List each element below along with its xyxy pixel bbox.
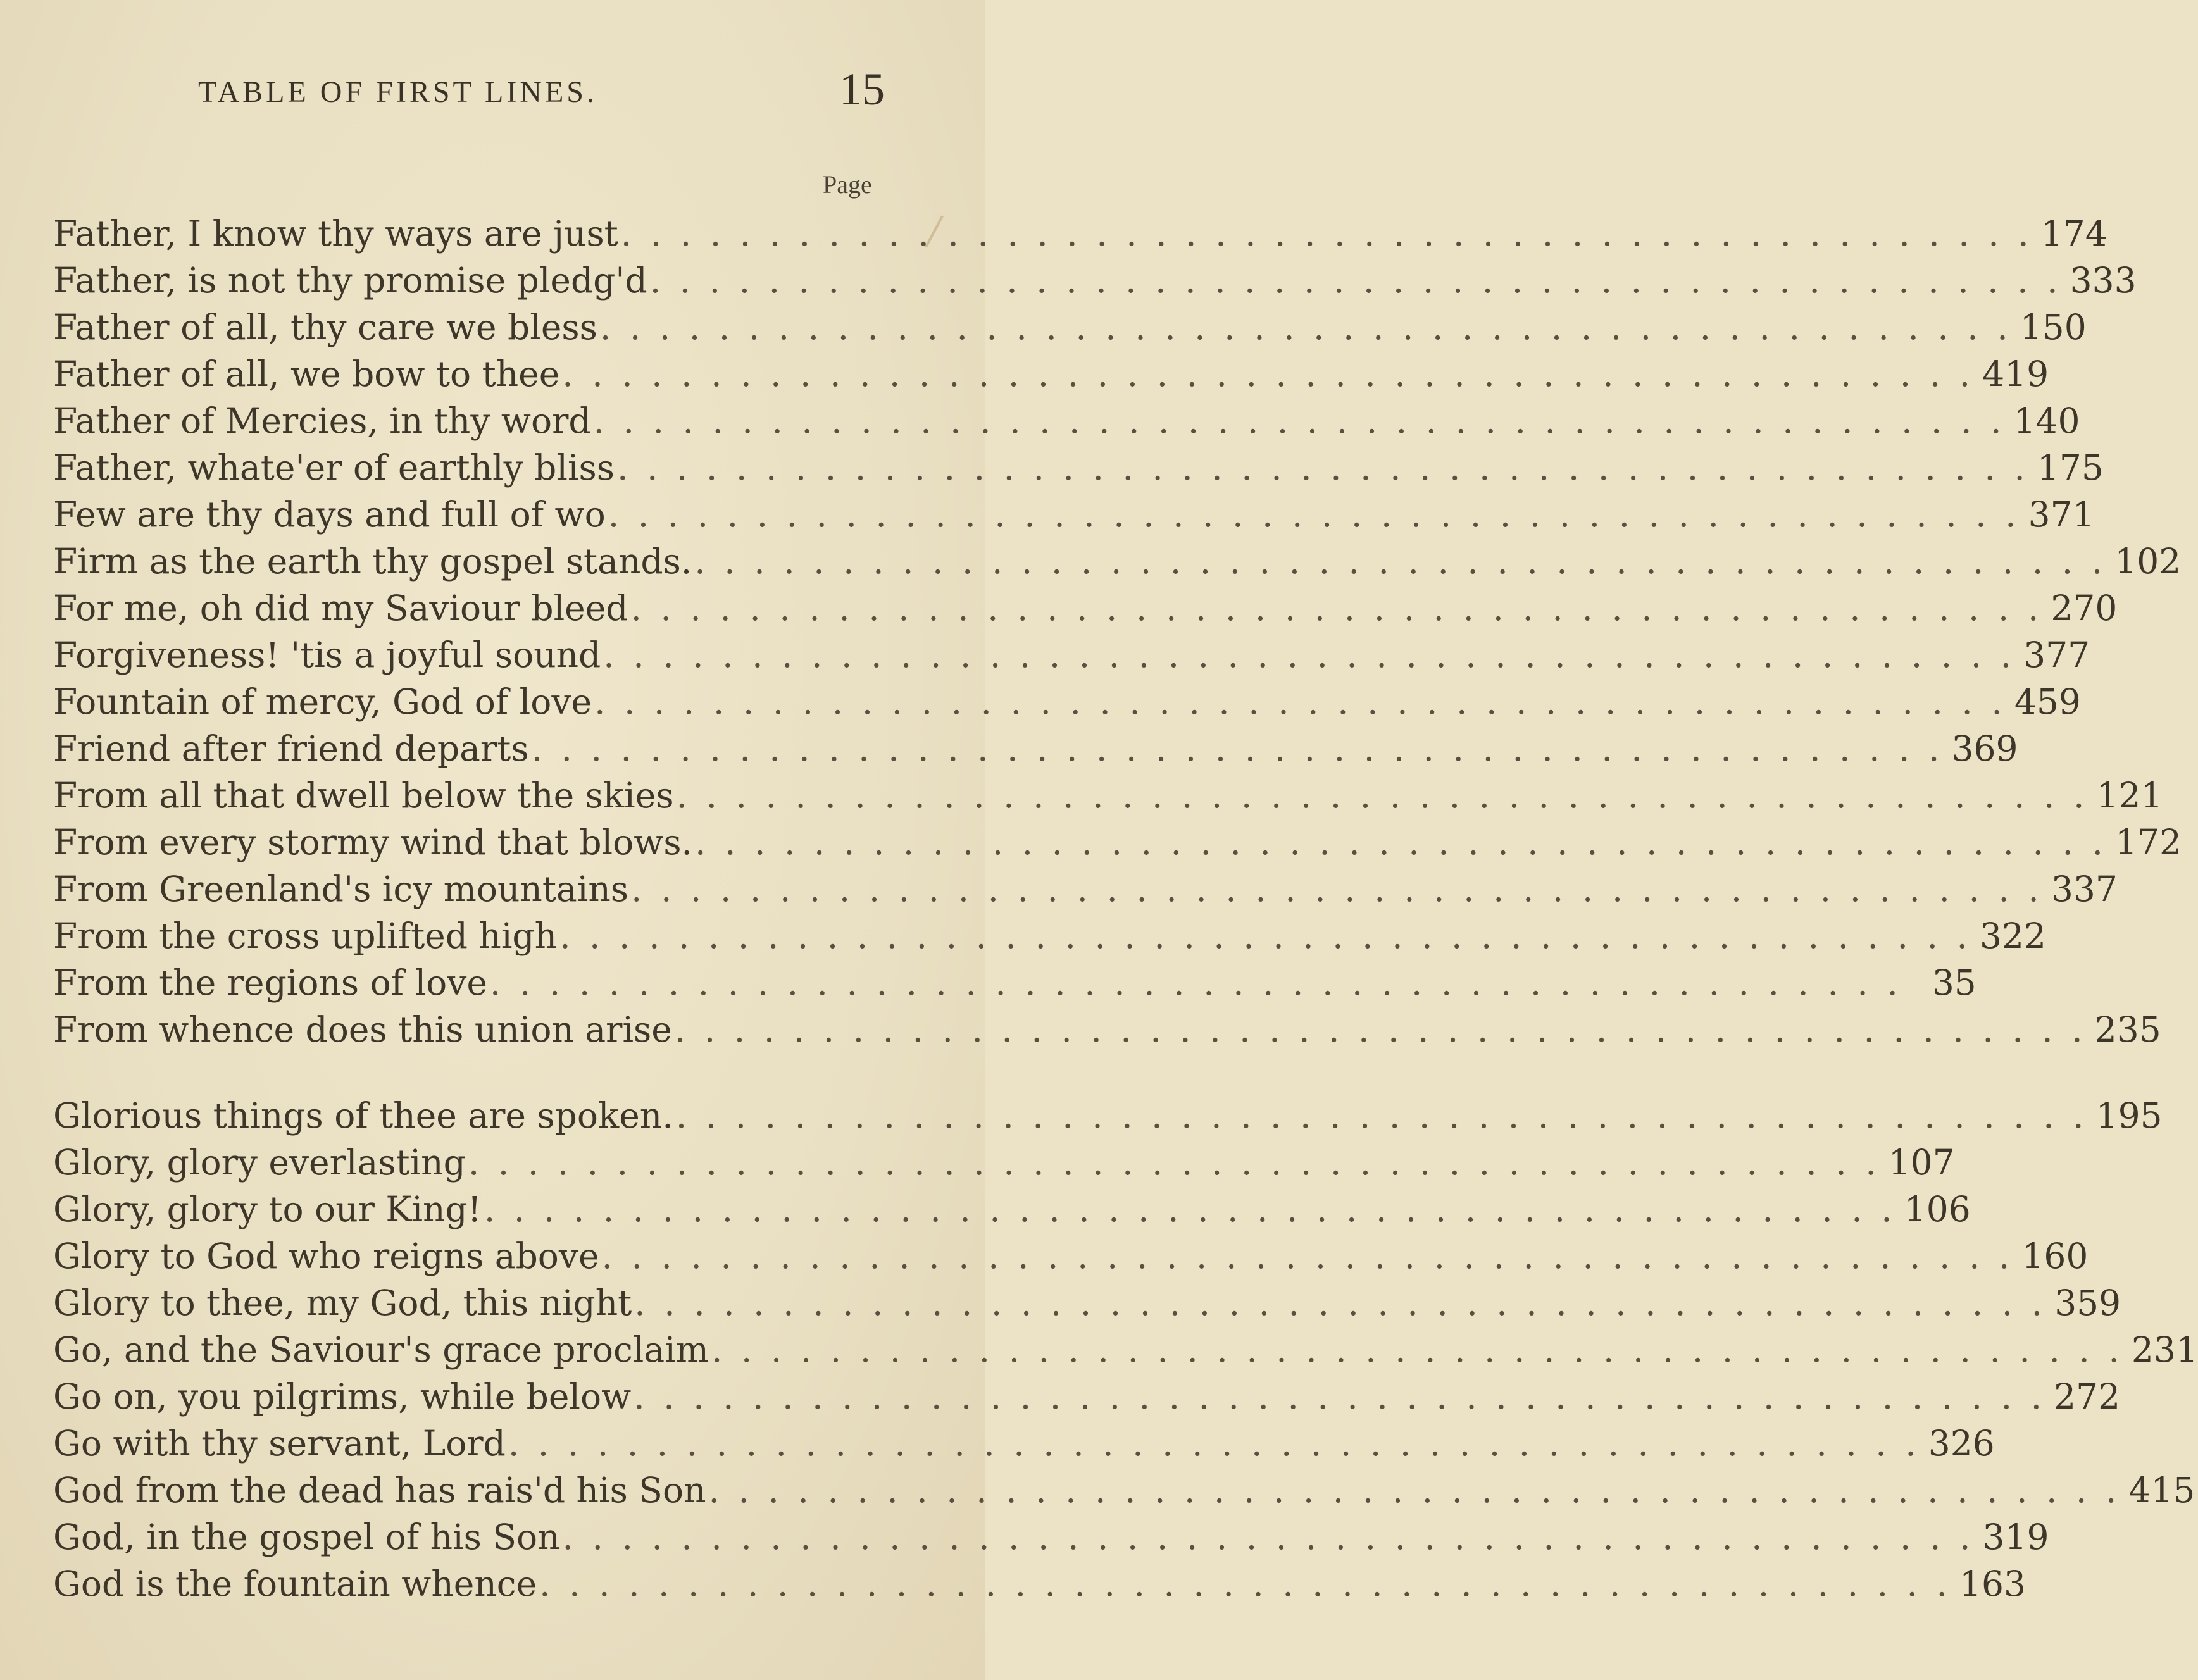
index-entry [53,1467,2195,1514]
page-ref: 174 [2040,213,2107,254]
index-entry [53,1560,2026,1607]
index-entry [53,912,2046,959]
dot-leader [709,1326,2128,1373]
dot-leader [599,1233,2019,1279]
dot-leader [606,491,2025,538]
page-header [0,63,985,114]
page-ref: 459 [2014,681,2081,722]
index-entry [53,1006,2161,1053]
section-f [53,210,2182,1053]
first-line-text: Go on, you pilgrims, while below [53,1376,632,1417]
dot-leader [632,1279,2051,1326]
dot-leader [618,210,2038,257]
dot-leader [628,585,2047,632]
index-entry [53,819,2182,866]
index-entry [53,1233,2089,1279]
page-ref: 121 [2096,775,2163,816]
first-line-text: From the cross uplifted high [53,916,558,956]
first-line-text: God is the fountain whence [53,1564,537,1604]
dot-leader [487,959,1907,1006]
first-line-text: From whence does this union arise [53,1009,672,1050]
dot-leader [537,1560,1956,1607]
first-lines-index [53,210,2198,1607]
section-g [53,1092,2198,1607]
page-column-label: Page [823,170,872,199]
first-line-text: Father of all, thy care we bless [53,307,597,347]
index-entry [53,632,2090,678]
first-line-text: Go, and the Saviour's grace proclaim [53,1329,709,1370]
first-line-text: Few are thy days and full of wo [53,494,606,535]
dot-leader [592,678,2011,725]
first-line-text: Father of Mercies, in thy word [53,401,591,441]
page-ref: 337 [2051,869,2118,909]
first-line-text: Glorious things of thee are spoken. [53,1095,673,1136]
page-ref: 369 [1951,728,2018,769]
dot-leader [529,725,1949,772]
index-entry [53,678,2081,725]
page-ref: 107 [1888,1142,1955,1183]
first-line-text: Go with thy servant, Lord [53,1423,506,1464]
index-entry [53,866,2118,912]
page-ref: 419 [1982,354,2049,394]
dot-leader [631,1373,2051,1420]
page-ref: 150 [2020,307,2087,347]
first-line-text: Glory, glory everlasting [53,1142,466,1183]
dot-leader [506,1420,1925,1467]
dot-leader [706,1467,2126,1514]
dot-leader [692,538,2111,585]
page-number: 15 [839,64,885,115]
running-head: TABLE OF FIRST LINES. [198,75,597,109]
page-ref: 371 [2028,494,2095,535]
first-line-text: Fountain of mercy, God of love [53,681,592,722]
dot-leader [672,1006,2092,1053]
dot-leader [482,1186,1901,1233]
first-line-text: Father, I know thy ways are just [53,213,618,254]
page-ref: 272 [2054,1376,2121,1417]
index-entry [53,444,2104,491]
first-line-text: Forgiveness! 'tis a joyful sound [53,635,601,675]
dot-leader [647,257,2067,304]
first-line-text: From all that dwell below the skies [53,775,674,816]
page-ref: 163 [1959,1564,2026,1604]
dot-leader [674,772,2094,819]
page-ref: 106 [1904,1189,1971,1229]
page-ref: 415 [2128,1470,2195,1510]
index-entry [53,1420,1995,1467]
first-line-text: Glory to God who reigns above [53,1236,599,1276]
index-entry [53,491,2095,538]
first-line-text: From the regions of love [53,962,487,1003]
page-ref: 175 [2037,447,2104,488]
dot-leader [628,866,2048,912]
index-entry [53,351,2049,397]
first-line-text: Father, is not thy promise pledg'd [53,260,647,301]
page-ref: 322 [1979,916,2046,956]
index-entry [53,725,2018,772]
index-entry [53,1186,1971,1233]
page-ref: 172 [2114,822,2182,862]
index-entry [53,538,2182,585]
first-line-text: Friend after friend departs [53,728,529,769]
index-entry [53,304,2087,351]
page-ref: 235 [2094,1009,2161,1050]
index-entry [53,1279,2121,1326]
index-entry [53,585,2118,632]
section-divider [53,1053,905,1092]
page-ref: 333 [2070,260,2137,301]
index-entry [53,1092,2163,1139]
dot-leader [615,444,2034,491]
first-line-text: From Greenland's icy mountains [53,869,628,909]
index-entry [53,772,2163,819]
first-line-text: Father of all, we bow to thee [53,354,560,394]
page-ref: 231 [2131,1329,2198,1370]
dot-leader [560,1514,1980,1560]
page-ref: 326 [1928,1423,1995,1464]
first-line-text: God, in the gospel of his Son [53,1517,560,1557]
first-line-text: Father, whate'er of earthly bliss [53,447,615,488]
index-entry [53,257,2137,304]
dot-leader [591,397,2011,444]
dot-leader [692,819,2112,866]
dot-leader [601,632,2020,678]
page-ref: 160 [2021,1236,2089,1276]
page-ref: 359 [2054,1283,2121,1323]
dot-leader [557,912,1976,959]
first-line-text: God from the dead has rais'd his Son [53,1470,706,1510]
page-ref: 35 [1932,962,1976,1003]
page-ref: 195 [2095,1095,2163,1136]
first-line-text: For me, oh did my Saviour bleed [53,588,628,628]
page-ref: 377 [2023,635,2090,675]
index-entry [53,959,1976,1006]
index-entry [53,1326,2198,1373]
index-entry [53,1514,2049,1560]
index-entry [53,210,2107,257]
index-entry [53,1139,1955,1186]
first-line-text: Glory, glory to our King! [53,1189,482,1229]
first-line-text: From every stormy wind that blows. [53,822,693,862]
first-line-text: Glory to thee, my God, this night [53,1283,632,1323]
dot-leader [466,1139,1885,1186]
page-ref: 319 [1982,1517,2049,1557]
index-entry [53,1373,2121,1420]
page-ref: 140 [2013,401,2080,441]
dot-leader [673,1092,2093,1139]
page-ref: 270 [2051,588,2118,628]
page-ref: 102 [2114,541,2182,582]
dot-leader [597,304,2017,351]
index-entry [53,397,2080,444]
first-line-text: Firm as the earth thy gospel stands. [53,541,692,582]
dot-leader [559,351,1979,397]
